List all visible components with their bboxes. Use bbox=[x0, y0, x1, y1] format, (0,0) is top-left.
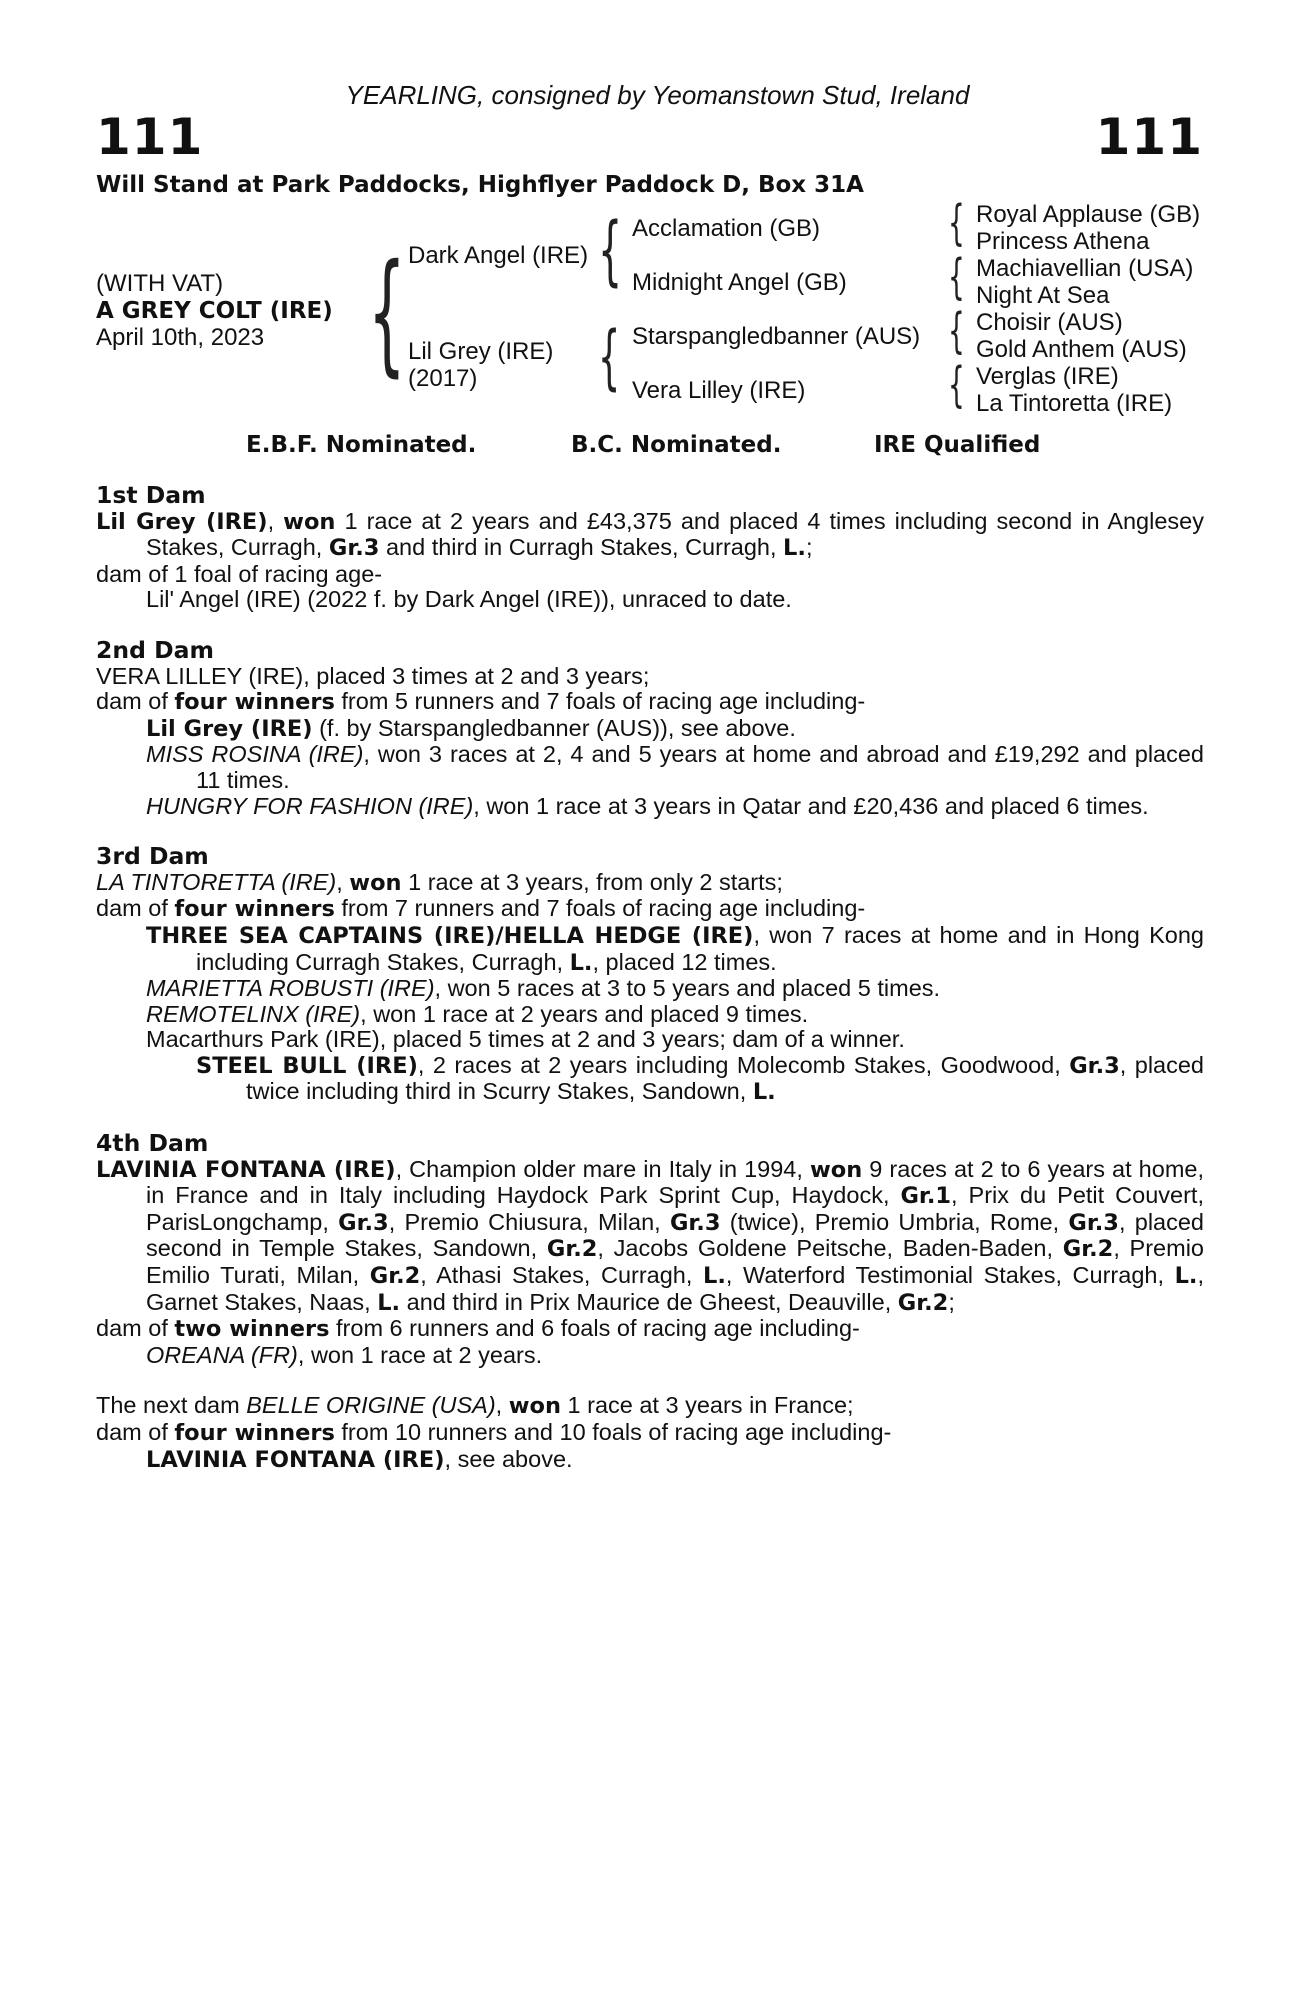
next-dam-produce-intro: dam of four winners from 10 runners and 10 foals of racing age including- bbox=[96, 1419, 892, 1446]
dam2-produce-intro: dam of four winners from 5 runners and 7 foals of racing age including- bbox=[96, 688, 866, 716]
produce-entry: HUNGRY FOR FASHION (IRE), won 1 race at 3 years in Qatar and £20,436 and placed 6 times. bbox=[146, 792, 1149, 819]
sire-dam: Midnight Angel (GB) bbox=[632, 269, 847, 296]
grade: L. bbox=[783, 535, 806, 562]
granddam-2: Night At Sea bbox=[976, 282, 1110, 309]
produce-entry: Lil Grey (IRE) (f. by Starspangledbanner (AUS)), see above. bbox=[146, 714, 796, 742]
sire-brace: { bbox=[598, 205, 623, 294]
ebf-nomination: E.B.F. Nominated. bbox=[246, 432, 477, 458]
next-dam-record: The next dam BELLE ORIGINE (USA), won 1 race at 3 years in France; bbox=[96, 1392, 854, 1420]
produce-entry: OREANA (FR), won 1 race at 2 years. bbox=[146, 1341, 543, 1368]
dam1-record: Lil Grey (IRE), won 1 race at 2 years and £43,375 and placed 4 times including second in Anglesey Stakes, Curragh, Gr.3 and third in Curragh Stakes, Curragh, L.; bbox=[96, 507, 1204, 562]
vat-note: (WITH VAT) bbox=[96, 270, 224, 297]
dam-year: (2017) bbox=[408, 365, 478, 392]
produce-entry: MISS ROSINA (IRE), won 3 races at 2, 4 and 5 years at home and abroad and £19,292 and placed 11 times. bbox=[146, 741, 1204, 793]
bc-nomination: B.C. Nominated. bbox=[571, 432, 782, 458]
produce-entry: REMOTELINX (IRE), won 1 race at 2 years and placed 9 times. bbox=[146, 1000, 809, 1027]
grandsire-4: Verglas (IRE) bbox=[976, 363, 1119, 390]
dam-brace: { bbox=[598, 316, 621, 398]
g-brace-1: { bbox=[948, 195, 965, 251]
g-brace-3: { bbox=[948, 303, 965, 359]
main-brace: { bbox=[368, 236, 406, 390]
grandsire-2: Machiavellian (USA) bbox=[976, 255, 1194, 282]
dam-sire: Starspangledbanner (AUS) bbox=[632, 323, 921, 350]
produce-entry: THREE SEA CAPTAINS (IRE)/HELLA HEDGE (IRE), won 7 races at home and in Hong Kong including Curragh Stakes, Curragh, L., placed 12 times. bbox=[146, 921, 1204, 976]
produce-entry: LAVINIA FONTANA (IRE), see above. bbox=[146, 1445, 573, 1473]
grandsire-3: Choisir (AUS) bbox=[976, 309, 1123, 336]
g-brace-2: { bbox=[948, 249, 965, 305]
produce-entry-grandchild: STEEL BULL (IRE), 2 races at 2 years including Molecomb Stakes, Goodwood, Gr.3, placed twice including third in Scurry Stakes, Sandown, L. bbox=[196, 1051, 1205, 1106]
section-heading: 3rd Dam bbox=[96, 842, 209, 871]
dam4-produce-intro: dam of two winners from 6 runners and 6 foals of racing age including- bbox=[96, 1315, 860, 1343]
granddam-4: La Tintoretta (IRE) bbox=[976, 390, 1173, 417]
stand-location: Will Stand at Park Paddocks, Highflyer Paddock D, Box 31A bbox=[96, 172, 864, 198]
dam: Lil Grey (IRE) bbox=[408, 338, 554, 365]
lot-number-right: 111 bbox=[1095, 108, 1203, 166]
granddam-3: Gold Anthem (AUS) bbox=[976, 336, 1187, 363]
dam4-record: LAVINIA FONTANA (IRE), Champion older mare in Italy in 1994, won 9 races at 2 to 6 years at home, in France and in Italy including Haydock Park Sprint Cup, Haydock, Gr.1, Prix du Petit Couvert, ParisLongchamp, Gr.3, Premio Chiusura, Milan, Gr.3 (twice), Premio Umbria, Rome, Gr.3, placed second in Temple Stakes, Sandown, Gr.2, Jacobs Goldene Peitsche, Baden-Baden, Gr.2, Premio Emilio Turati, Milan, Gr.2, Athasi Stakes, Curragh, L., Waterford Testimonial Stakes, Curragh, L., Garnet Stakes, Naas, L. and third in Prix Maurice de Gheest, Deauville, Gr.2; bbox=[96, 1155, 1204, 1316]
section-heading: 4th Dam bbox=[96, 1129, 209, 1158]
ire-qualified: IRE Qualified bbox=[874, 432, 1041, 458]
won-label: won bbox=[283, 508, 336, 535]
dam1-foal: Lil' Angel (IRE) (2022 f. by Dark Angel (IRE)), unraced to date. bbox=[146, 586, 792, 613]
g-brace-4: { bbox=[948, 357, 965, 413]
section-heading: 1st Dam bbox=[96, 481, 206, 509]
page-header: YEARLING, consigned by Yeomanstown Stud, Ireland bbox=[345, 80, 970, 110]
horse-dob: April 10th, 2023 bbox=[96, 324, 265, 351]
horse-name: A GREY COLT (IRE) bbox=[96, 298, 333, 324]
grade: Gr.3 bbox=[328, 535, 380, 562]
sire: Dark Angel (IRE) bbox=[408, 242, 589, 269]
produce-entry: Macarthurs Park (IRE), placed 5 times at 2 and 3 years; dam of a winner. bbox=[146, 1026, 905, 1053]
sire-sire: Acclamation (GB) bbox=[632, 215, 821, 242]
dam2-record: VERA LILLEY (IRE), placed 3 times at 2 and 3 years; bbox=[96, 662, 650, 689]
horse-name: Lil Grey (IRE) bbox=[96, 508, 268, 535]
dam1-produce-intro: dam of 1 foal of racing age- bbox=[96, 560, 383, 587]
grandsire-1: Royal Applause (GB) bbox=[976, 201, 1201, 228]
lot-number-left: 111 bbox=[96, 108, 204, 166]
dam3-produce-intro: dam of four winners from 7 runners and 7 foals of racing age including- bbox=[96, 895, 866, 923]
granddam-1: Princess Athena bbox=[976, 228, 1150, 255]
catalogue-body bbox=[96, 483, 1204, 1473]
dam-dam: Vera Lilley (IRE) bbox=[632, 377, 806, 404]
section-heading: 2nd Dam bbox=[96, 635, 214, 664]
produce-entry: MARIETTA ROBUSTI (IRE), won 5 races at 3 to 5 years and placed 5 times. bbox=[146, 975, 941, 1002]
dam3-record: LA TINTORETTA (IRE), won 1 race at 3 years, from only 2 starts; bbox=[96, 868, 783, 896]
